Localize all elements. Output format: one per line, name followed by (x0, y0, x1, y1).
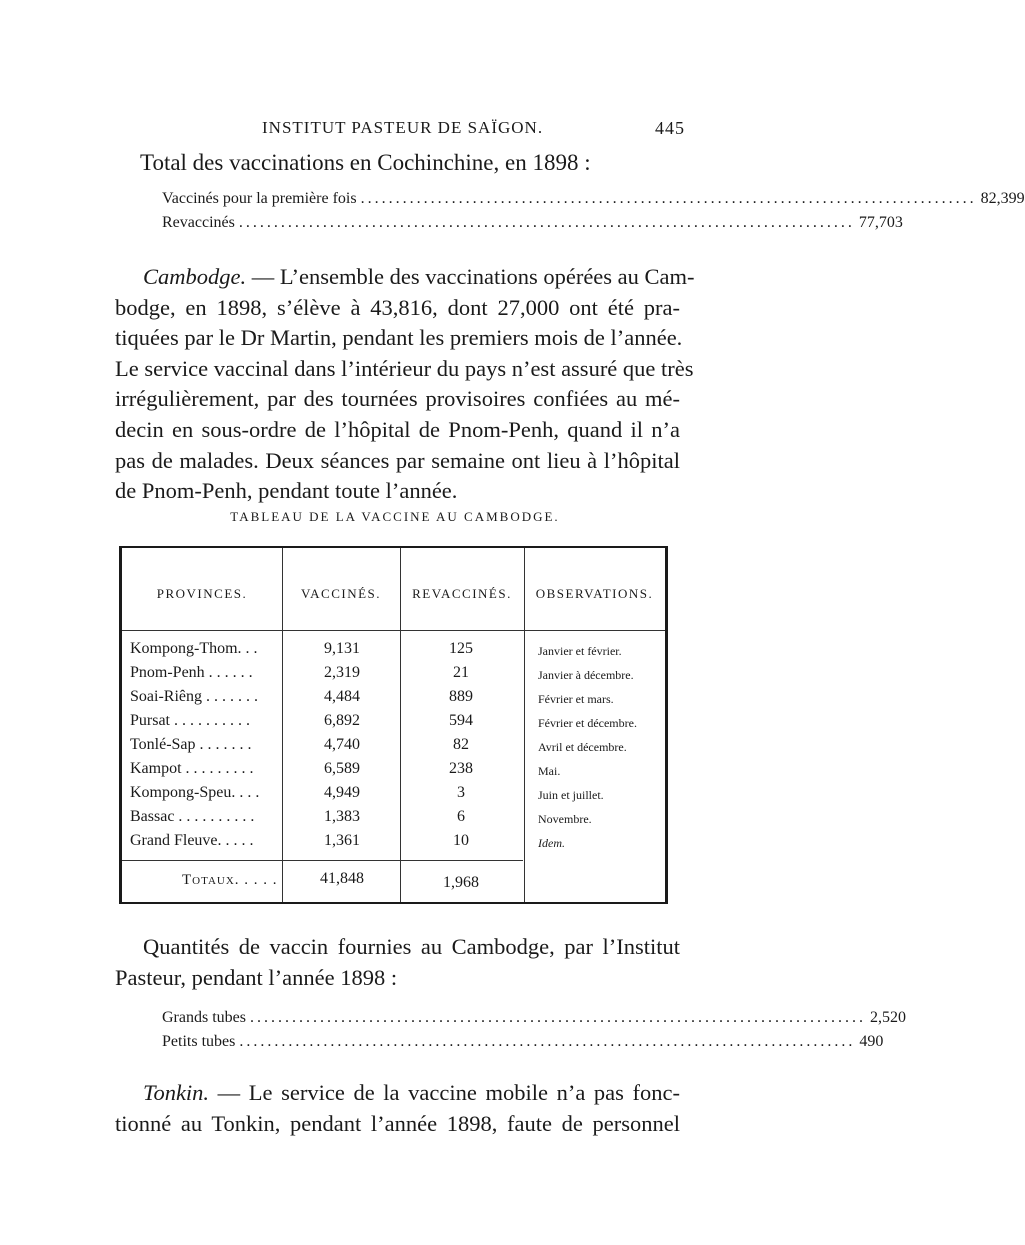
list-label: Revaccinés (162, 214, 235, 231)
province-cell: Pursat . . . . . . . . . . (130, 712, 250, 729)
revaccines-cell: 3 (457, 784, 465, 801)
leader-dots: ........................................................................................ (239, 1033, 856, 1050)
vaccines-cell: 2,319 (324, 664, 360, 681)
observations-cell: Juin et juillet. (538, 788, 604, 802)
paragraph-line: irrégulièrement, par des tournées provisoires confiées au mé- (115, 386, 680, 412)
paragraph-line: decin en sous-ordre de l’hôpital de Pnom-Penh, quand il n’a (115, 416, 680, 442)
cambodge-paragraph (115, 262, 695, 507)
observations-cell: Mai. (538, 764, 561, 778)
list-item (162, 190, 1025, 214)
vaccin-list (162, 1009, 906, 1057)
list-value: 2,520 (869, 1009, 906, 1026)
province-cell: Pnom-Penh . . . . . . (130, 664, 253, 681)
page-number: 445 (655, 118, 685, 138)
list-label: Petits tubes (162, 1033, 236, 1050)
list-item (162, 1009, 906, 1033)
revaccines-cell: 125 (449, 640, 473, 657)
totals-rule (122, 860, 523, 861)
list-value: 82,399 (980, 190, 1025, 207)
paragraph-line: tiquées par le Dr Martin, pendant les premiers mois de l’année. (115, 325, 683, 351)
revaccines-cell: 238 (449, 760, 473, 777)
paragraph-line: pas de malades. Deux séances par semaine ont lieu à l’hôpital (115, 447, 680, 473)
leader-dots: ........................................................................................ (238, 214, 855, 231)
vaccines-cell: 6,892 (324, 712, 360, 729)
running-header (110, 112, 685, 142)
observations-cell: Janvier et février. (538, 644, 622, 658)
province-cell: Tonlé-Sap . . . . . . . (130, 736, 252, 753)
totals-revaccines: 1,968 (443, 874, 479, 891)
table-caption: TABLEAU DE LA VACCINE AU CAMBODGE. (230, 509, 560, 524)
vaccines-cell: 6,589 (324, 760, 360, 777)
paragraph-line: Cambodge. — L’ensemble des vaccinations opérées au Cam- (143, 264, 695, 289)
province-cell: Grand Fleuve. . . . . (130, 832, 254, 849)
vaccines-cell: 4,949 (324, 784, 360, 801)
list-label: Grands tubes (162, 1009, 246, 1026)
list-label: Vaccinés pour la première fois (162, 190, 357, 207)
column-header-vaccines: VACCINÉS. (300, 586, 382, 601)
province-cell: Kompong-Speu. . . . (130, 784, 260, 801)
province-cell: Soai-Riêng . . . . . . . (130, 688, 258, 705)
vaccines-cell: 1,383 (324, 808, 360, 825)
province-cell: Kompong-Thom. . . (130, 640, 258, 657)
paragraph-line: de Pnom-Penh, pendant toute l’année. (115, 478, 458, 504)
column-header-provinces: PROVINCES. (156, 586, 248, 601)
list-value: 77,703 (858, 214, 903, 231)
revaccines-cell: 594 (449, 712, 473, 729)
observations-cell: Janvier à décembre. (538, 668, 634, 682)
leader-dots: ........................................................................................ (249, 1009, 866, 1026)
vaccines-cell: 4,740 (324, 736, 360, 753)
vaccin-paragraph (115, 932, 680, 993)
paragraph-line: tionné au Tonkin, pendant l’année 1898, faute de personnel (115, 1110, 680, 1136)
paragraph-line: Pasteur, pendant l’année 1898 : (115, 964, 398, 990)
header-rule (122, 630, 665, 631)
paragraph-line: Tonkin. — Le service de la vaccine mobile n’a pas fonc- (143, 1080, 680, 1105)
tonkin-paragraph (115, 1078, 680, 1139)
paragraph-line: Quantités de vaccin fournies au Cambodge, par l’Institut (143, 934, 680, 959)
vaccines-cell: 4,484 (324, 688, 360, 705)
column-header-observations: OBSERVATIONS. (535, 586, 654, 601)
vaccines-cell: 1,361 (324, 832, 360, 849)
observations-cell: Idem. (538, 836, 565, 850)
observations-cell: Février et décembre. (538, 716, 637, 730)
revaccines-cell: 21 (453, 664, 469, 681)
observations-cell: Février et mars. (538, 692, 614, 706)
totals-vaccines: 41,848 (320, 870, 364, 887)
province-cell: Bassac . . . . . . . . . . (130, 808, 255, 825)
section-title: Cambodge. (143, 264, 247, 289)
observations-cell: Avril et décembre. (538, 740, 627, 754)
cochinchine-list (162, 190, 1025, 238)
list-item (162, 1033, 884, 1057)
paragraph-line: bodge, en 1898, s’élève à 43,816, dont 27,000 ont été pra- (115, 294, 680, 320)
column-header-revaccines: REVACCINÉS. (412, 586, 512, 601)
revaccines-cell: 889 (449, 688, 473, 705)
cochinchine-heading: Total des vaccinations en Cochinchine, en 1898 : (140, 150, 591, 175)
province-cell: Kampot . . . . . . . . . (130, 760, 254, 777)
vaccine-table (119, 546, 668, 904)
revaccines-cell: 82 (453, 736, 469, 753)
revaccines-cell: 6 (457, 808, 465, 825)
observations-cell: Novembre. (538, 812, 592, 826)
list-value: 490 (859, 1033, 884, 1050)
vaccines-cell: 9,131 (324, 640, 360, 657)
totals-label: Totaux. . . . . (182, 872, 278, 888)
paragraph-line: Le service vaccinal dans l’intérieur du pays n’est assuré que très (115, 355, 694, 381)
leader-dots: ........................................................................................ (360, 190, 977, 207)
revaccines-cell: 10 (453, 832, 469, 849)
section-title: Tonkin. (143, 1080, 210, 1105)
running-title: INSTITUT PASTEUR DE SAÏGON. (262, 118, 544, 137)
list-item (162, 214, 903, 238)
